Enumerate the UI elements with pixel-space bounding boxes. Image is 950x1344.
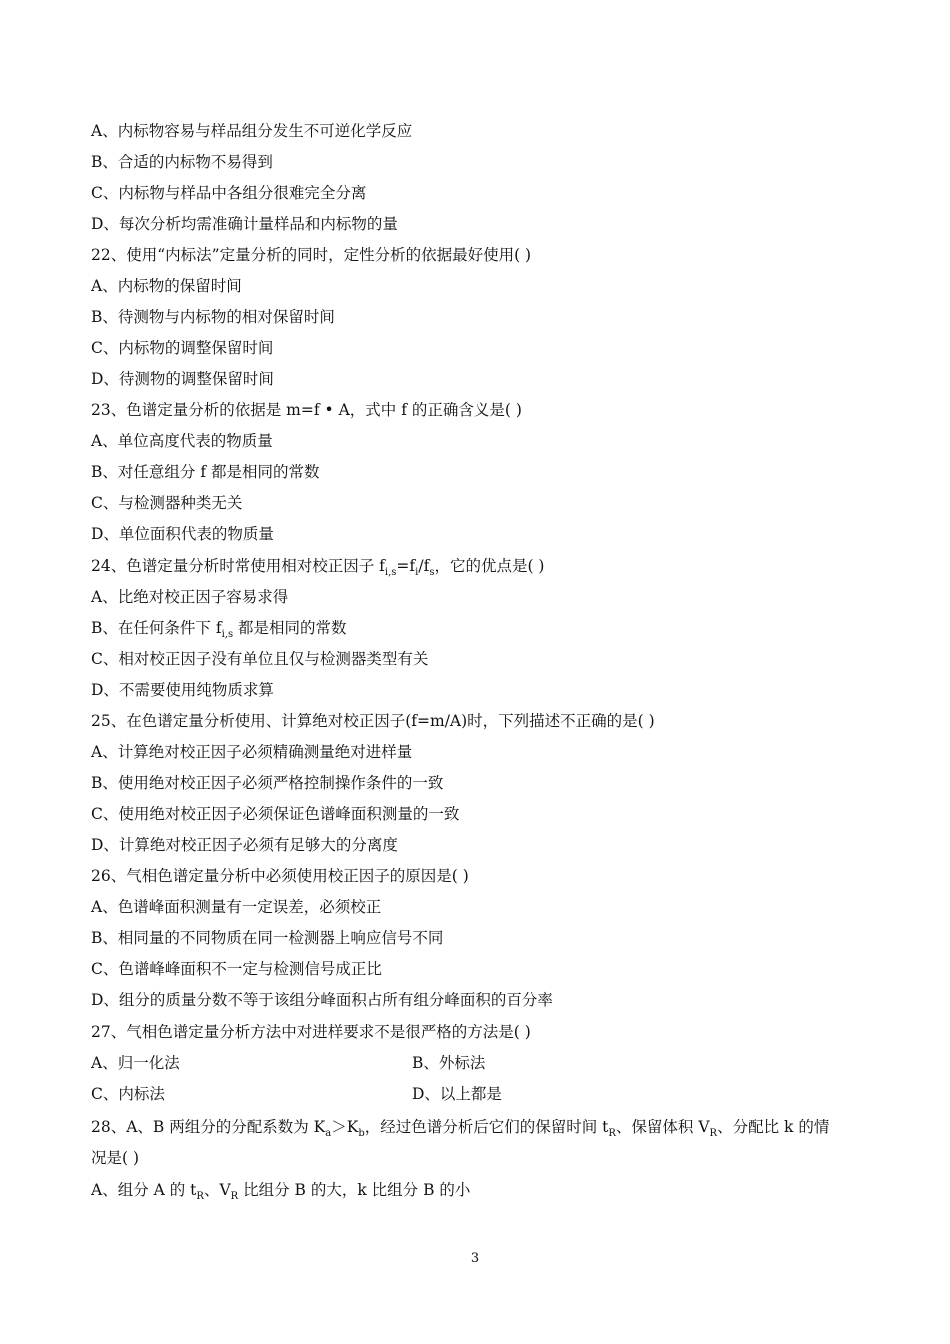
q27-option-a: A、归一化法	[91, 1054, 180, 1072]
q25-option-b: B、使用绝对校正因子必须严格控制操作条件的一致	[91, 774, 444, 792]
q24-option-b-post: 都是相同的常数	[233, 619, 347, 637]
q28-stem-mid2: 、保留体积 V	[615, 1118, 710, 1136]
q28-stem-gt: ＞K	[331, 1118, 359, 1136]
q28-option-a-mid: 、V	[203, 1181, 231, 1199]
q26-option-b: B、相同量的不同物质在同一检测器上响应信号不同	[91, 929, 444, 947]
q23-option-c: C、与检测器种类无关	[91, 494, 243, 512]
q22-option-b: B、待测物与内标物的相对保留时间	[91, 308, 335, 326]
q24-option-d: D、不需要使用纯物质求算	[91, 681, 274, 699]
q28-sub-a: a	[325, 1128, 332, 1139]
q25-stem: 25、在色谱定量分析使用、计算绝对校正因子(f=m/A)时，下列描述不正确的是( )	[91, 712, 655, 730]
q27-stem: 27、气相色谱定量分析方法中对进样要求不是很严格的方法是( )	[91, 1023, 531, 1041]
q24-option-c: C、相对校正因子没有单位且仅与检测器类型有关	[91, 650, 429, 668]
q24-stem-sub3: s	[429, 567, 435, 578]
q28-stem-pre: 28、A、B 两组分的分配系数为 K	[91, 1118, 326, 1136]
q21-option-d: D、每次分析均需准确计量样品和内标物的量	[91, 215, 398, 233]
q28-stem-mid: ，经过色谱分析后它们的保留时间 t	[364, 1118, 609, 1136]
q21-option-b: B、合适的内标物不易得到	[91, 153, 273, 171]
q26-stem: 26、气相色谱定量分析中必须使用校正因子的原因是( )	[91, 867, 469, 885]
q27-options-row-2	[91, 1084, 791, 1104]
q25-option-c: C、使用绝对校正因子必须保证色谱峰面积测量的一致	[91, 805, 460, 823]
q28-option-a-post: 比组分 B 的大，k 比组分 B 的小	[238, 1181, 471, 1199]
q28-stem-line-2: 况是( )	[91, 1149, 140, 1167]
q25-option-a: A、计算绝对校正因子必须精确测量绝对进样量	[91, 743, 413, 761]
q28-stem	[91, 1117, 829, 1137]
q26-option-a: A、色谱峰面积测量有一定误差，必须校正	[91, 898, 382, 916]
page-number: 3	[470, 1251, 480, 1266]
q23-option-d: D、单位面积代表的物质量	[91, 525, 274, 543]
q27-option-c: C、内标法	[91, 1085, 165, 1103]
q28-stem-end: 、分配比 k 的情	[717, 1118, 830, 1136]
q28-sub-r1: R	[608, 1128, 616, 1139]
q27-option-b: B、外标法	[412, 1054, 486, 1072]
q24-stem-sub2: i	[415, 567, 419, 578]
q24-option-a: A、比绝对校正因子容易求得	[91, 588, 289, 606]
q21-option-a: A、内标物容易与样品组分发生不可逆化学反应	[91, 122, 413, 140]
q28-sub-r2: R	[709, 1128, 718, 1139]
q22-stem: 22、使用“内标法”定量分析的同时，定性分析的依据最好使用( )	[91, 246, 532, 264]
q22-option-d: D、待测物的调整保留时间	[91, 370, 274, 388]
q24-stem-mid2: /f	[418, 557, 430, 575]
q24-option-b-sub: i,s	[221, 629, 234, 640]
q24-stem-sub1: i,s	[384, 567, 397, 578]
q24-option-b	[91, 618, 347, 638]
q28-option-a	[91, 1180, 470, 1200]
q26-option-d: D、组分的质量分数不等于该组分峰面积占所有组分峰面积的百分率	[91, 991, 553, 1009]
q21-option-c: C、内标物与样品中各组分很难完全分离	[91, 184, 367, 202]
q28-option-a-sub2: R	[230, 1191, 239, 1202]
q27-option-d: D、以上都是	[412, 1085, 502, 1103]
q27-options-row-1	[91, 1053, 791, 1073]
q23-option-a: A、单位高度代表的物质量	[91, 432, 273, 450]
q26-option-c: C、色谱峰峰面积不一定与检测信号成正比	[91, 960, 382, 978]
q28-sub-b: b	[358, 1128, 365, 1139]
q25-option-d: D、计算绝对校正因子必须有足够大的分离度	[91, 836, 398, 854]
q23-option-b: B、对任意组分 f 都是相同的常数	[91, 463, 320, 481]
q28-option-a-pre: A、组分 A 的 t	[91, 1181, 197, 1199]
q24-stem	[91, 556, 544, 576]
q28-option-a-sub1: R	[196, 1191, 204, 1202]
q24-stem-post: ，它的优点是( )	[434, 557, 545, 575]
q24-stem-pre: 24、色谱定量分析时常使用相对校正因子 f	[91, 557, 385, 575]
q23-stem: 23、色谱定量分析的依据是 m=f • A，式中 f 的正确含义是( )	[91, 401, 522, 419]
q24-option-b-pre: B、在任何条件下 f	[91, 619, 222, 637]
q22-option-c: C、内标物的调整保留时间	[91, 339, 274, 357]
q22-option-a: A、内标物的保留时间	[91, 277, 242, 295]
q24-stem-mid1: =f	[396, 557, 416, 575]
